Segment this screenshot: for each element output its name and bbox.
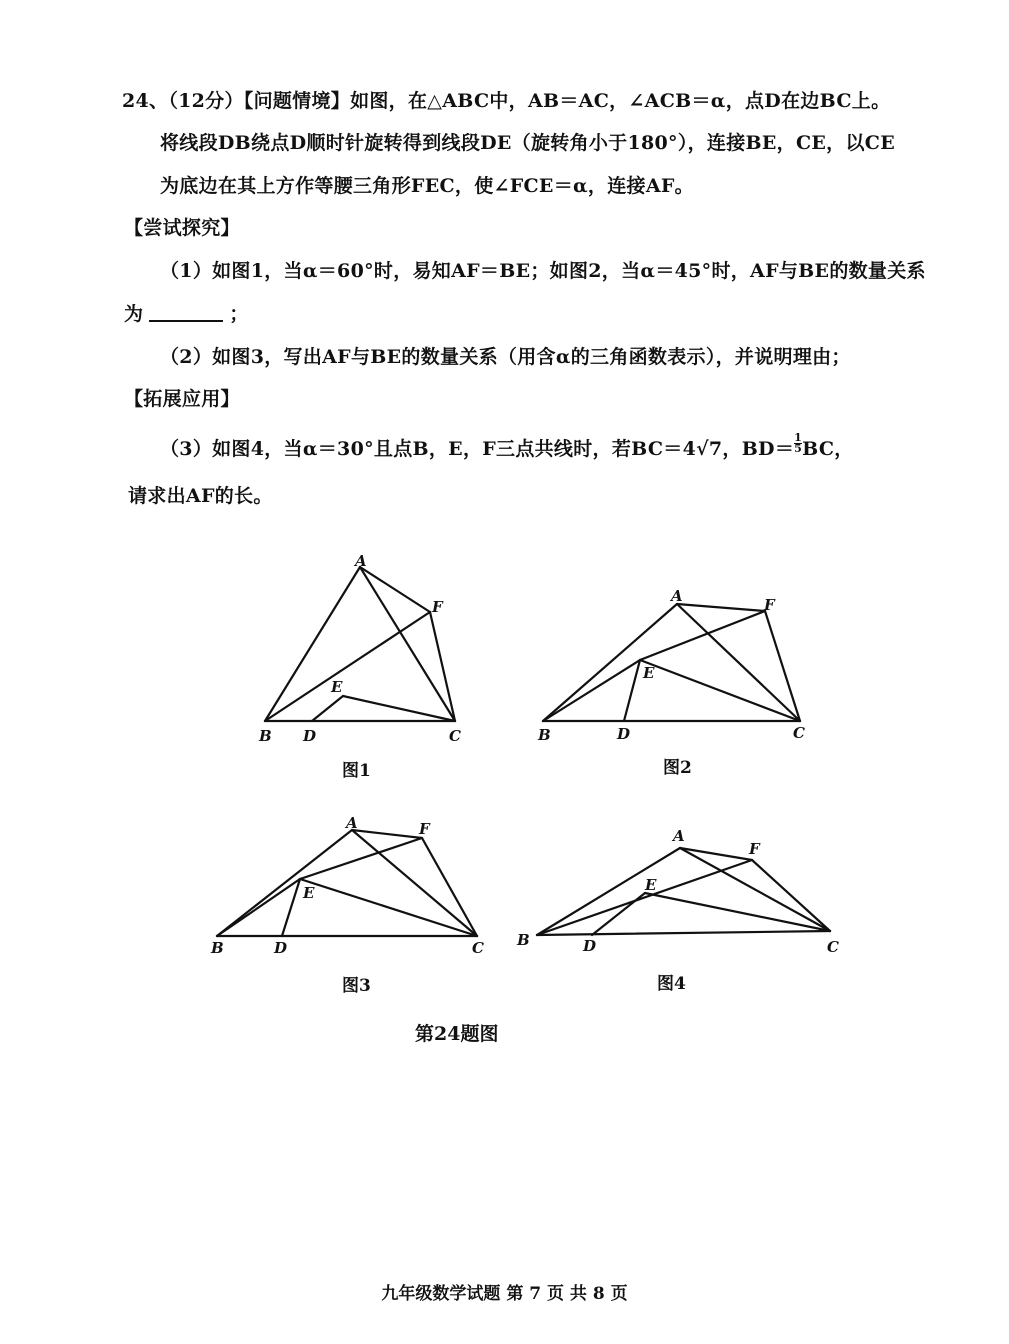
fig2-label-d: D	[617, 725, 631, 743]
fig3-label-c: C	[472, 939, 484, 957]
question-1-prefix: 为	[124, 303, 144, 325]
page-footer: 九年级数学试题 第 7 页 共 8 页	[381, 1284, 628, 1304]
fig2-segment-ab	[543, 604, 677, 721]
fig1-label-b: B	[259, 727, 272, 745]
fig1-label-e: E	[331, 678, 343, 696]
fraction-denominator: 5	[794, 442, 803, 455]
figure-4-geometry	[537, 848, 830, 935]
fig4-segment-ac	[680, 848, 830, 931]
fig3-segment-ab	[217, 830, 352, 936]
fig3-label-f: F	[419, 820, 430, 838]
fig2-segment-ef	[640, 611, 765, 660]
fig4-segment-bc	[537, 931, 830, 935]
question-1-line-a: （1）如图1，当α＝60°时，易知AF＝BE；如图2，当α＝45°时，AF与BE的数量关系	[160, 260, 926, 282]
fig1-segment-ac	[360, 567, 455, 721]
question-2: （2）如图3，写出AF与BE的数量关系（用含α的三角函数表示），并说明理由；	[160, 346, 851, 368]
fig3-segment-ac	[352, 830, 477, 936]
fig4-segment-bf	[537, 860, 752, 935]
problem-line-2: 将线段DB绕点D顺时针旋转得到线段DE（旋转角小于180°），连接BE，CE，以CE	[160, 132, 895, 154]
fig4-label-c: C	[827, 938, 839, 956]
question-1-suffix: ；	[229, 303, 249, 325]
fig1-segment-af	[360, 567, 430, 612]
question-3-suffix: BC，	[802, 438, 854, 460]
fig1-segment-de	[312, 696, 343, 721]
fig4-label-f: F	[749, 840, 760, 858]
fig4-label-b: B	[517, 931, 530, 949]
figure-2-caption: 图2	[663, 758, 692, 778]
fig1-segment-ab	[265, 567, 360, 721]
fig3-segment-af	[352, 830, 422, 838]
fig1-label-a: A	[355, 552, 367, 570]
figure-1-geometry	[265, 567, 455, 721]
fig3-segment-be	[217, 879, 300, 936]
fig2-label-c: C	[793, 724, 805, 742]
problem-line-1: 24、（12分）【问题情境】如图，在△ABC中，AB＝AC，∠ACB＝α，点D在边BC上。	[122, 90, 891, 112]
fig1-label-f: F	[432, 598, 443, 616]
fig4-label-d: D	[583, 937, 597, 955]
fig4-segment-ec	[645, 893, 830, 931]
fig3-label-e: E	[303, 884, 315, 902]
problem-line-3: 为底边在其上方作等腰三角形FEC，使∠FCE＝α，连接AF。	[160, 175, 694, 197]
figure-3-caption: 图3	[342, 976, 371, 996]
fig3-label-d: D	[274, 939, 288, 957]
question-3-line-b: 请求出AF的长。	[128, 485, 273, 507]
fig4-label-a: A	[673, 827, 685, 845]
fig3-segment-de	[282, 879, 300, 936]
question-3-text: （3）如图4，当α＝30°且点B，E，F三点共线时，若BC＝4√7，BD＝	[160, 438, 795, 460]
fig4-label-e: E	[645, 876, 657, 894]
fig1-label-c: C	[449, 727, 461, 745]
fig1-segment-bf	[265, 612, 430, 721]
fig2-label-e: E	[643, 664, 655, 682]
figure-2-geometry	[543, 604, 800, 721]
fig2-label-b: B	[538, 726, 551, 744]
fig1-label-d: D	[303, 727, 317, 745]
figure-1-caption: 图1	[342, 761, 371, 781]
fig3-label-b: B	[211, 939, 224, 957]
fig1-segment-fc	[430, 612, 455, 721]
figure-group-caption: 第24题图	[415, 1023, 499, 1045]
fig2-label-f: F	[764, 596, 775, 614]
fig2-segment-ec	[640, 660, 800, 721]
figure-3-geometry	[217, 830, 477, 936]
fig1-segment-ec	[343, 696, 455, 721]
figure-4-caption: 图4	[657, 974, 686, 994]
fig2-label-a: A	[671, 587, 683, 605]
figure-4-labels	[516, 827, 839, 956]
fraction-numerator: 1	[794, 431, 803, 444]
section-heading-apply: 【拓展应用】	[124, 388, 240, 410]
fig2-segment-af	[677, 604, 765, 611]
fig3-label-a: A	[346, 814, 358, 832]
section-heading-explore: 【尝试探究】	[124, 217, 240, 239]
